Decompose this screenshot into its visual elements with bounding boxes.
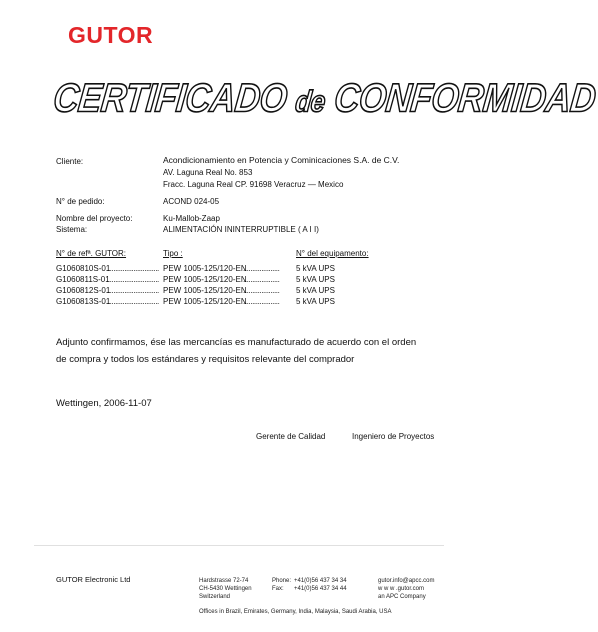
order-label: N° de pedido: [56, 197, 105, 206]
row-dots: ............................. [106, 286, 159, 295]
row-ref: G1060812S-01 [56, 286, 111, 295]
gutor-logo: GUTOR [68, 22, 154, 48]
footer-contact [378, 577, 434, 601]
project-label: Nombre del proyecto: [56, 214, 133, 223]
row-type: PEW 1005-125/120-EN [163, 286, 247, 295]
client-address-line-2: Fracc. Laguna Real CP. 91698 Veracruz — Mexico [163, 180, 344, 189]
certificate-title [51, 76, 598, 122]
address-line: Switzerland [199, 594, 231, 600]
title-part-3: CONFORMIDAD [332, 76, 598, 121]
email-link[interactable]: gutor.info@apcc.com [378, 578, 435, 584]
row-dots: .................... [243, 297, 280, 306]
row-dots: .................... [243, 286, 280, 295]
signature-quality-manager: Gerente de Calidad [256, 432, 326, 441]
row-dots: ............................. [106, 297, 159, 306]
row-equip: 5 kVA UPS [296, 275, 335, 284]
row-ref: G1060810S-01 [56, 264, 111, 273]
row-equip: 5 kVA UPS [296, 297, 335, 306]
footer-phone-fax-labels [272, 577, 291, 593]
row-type: PEW 1005-125/120-EN [163, 297, 247, 306]
title-part-1: CERTIFICADO [51, 76, 290, 121]
fax-number: +41(0)56 437 34 44 [294, 586, 347, 592]
client-name: Acondicionamiento en Potencia y Cominicaciones S.A. de C.V. [163, 155, 400, 165]
signature-project-engineer: Ingeniero de Proyectos [352, 432, 435, 441]
row-dots: ............................. [106, 275, 159, 284]
website-link[interactable]: w w w .gutor.com [378, 586, 425, 592]
row-type: PEW 1005-125/120-EN [163, 275, 247, 284]
row-dots: ............................. [106, 264, 159, 273]
project-name: Ku-Mallob-Zaap [163, 214, 220, 223]
row-ref: G1060811S-01 [56, 275, 110, 284]
row-dots: .................... [243, 275, 280, 284]
address-line: CH-5430 Wettingen [199, 586, 252, 592]
header-equipment: N° del equipamento: [296, 249, 369, 258]
address-line: Hardstrasse 72-74 [199, 578, 249, 584]
footer-company: GUTOR Electronic Ltd [56, 575, 131, 584]
header-type: Tipo : [163, 249, 183, 258]
footer-address [199, 577, 252, 601]
parent-company: an APC Company [378, 594, 426, 600]
phone-number: +41(0)56 437 34 34 [294, 578, 347, 584]
header-ref: N° de refª. GUTOR: [56, 249, 127, 258]
row-equip: 5 kVA UPS [296, 264, 335, 273]
order-number: ACOND 024-05 [163, 197, 220, 206]
row-dots: .................... [243, 264, 280, 273]
title-part-2: de [293, 84, 327, 119]
client-label: Cliente: [56, 157, 84, 166]
system-name: ALIMENTACIÓN ININTERRUPTIBLE ( A I I) [163, 225, 319, 234]
conformity-statement: Adjunto confirmamos, ése las mercancías es manufacturado de acuerdo con el orden de compra y todos los estándares y requisitos relevante del comprador [56, 337, 417, 365]
fax-label: Fax: [272, 586, 284, 592]
footer-offices: Offices in Brazil, Emirates, Germany, India, Malaysia, Saudi Arabia, USA [199, 609, 392, 615]
row-ref: G1060813S-01 [56, 297, 111, 306]
row-equip: 5 kVA UPS [296, 286, 335, 295]
phone-label: Phone: [272, 578, 292, 584]
system-label: Sistema: [56, 225, 88, 234]
place-date: Wettingen, 2006-11-07 [56, 398, 152, 409]
client-address-line-1: AV. Laguna Real No. 853 [163, 168, 253, 177]
row-type: PEW 1005-125/120-EN [163, 264, 247, 273]
footer-divider [34, 545, 444, 546]
footer-phone-fax [294, 577, 347, 593]
